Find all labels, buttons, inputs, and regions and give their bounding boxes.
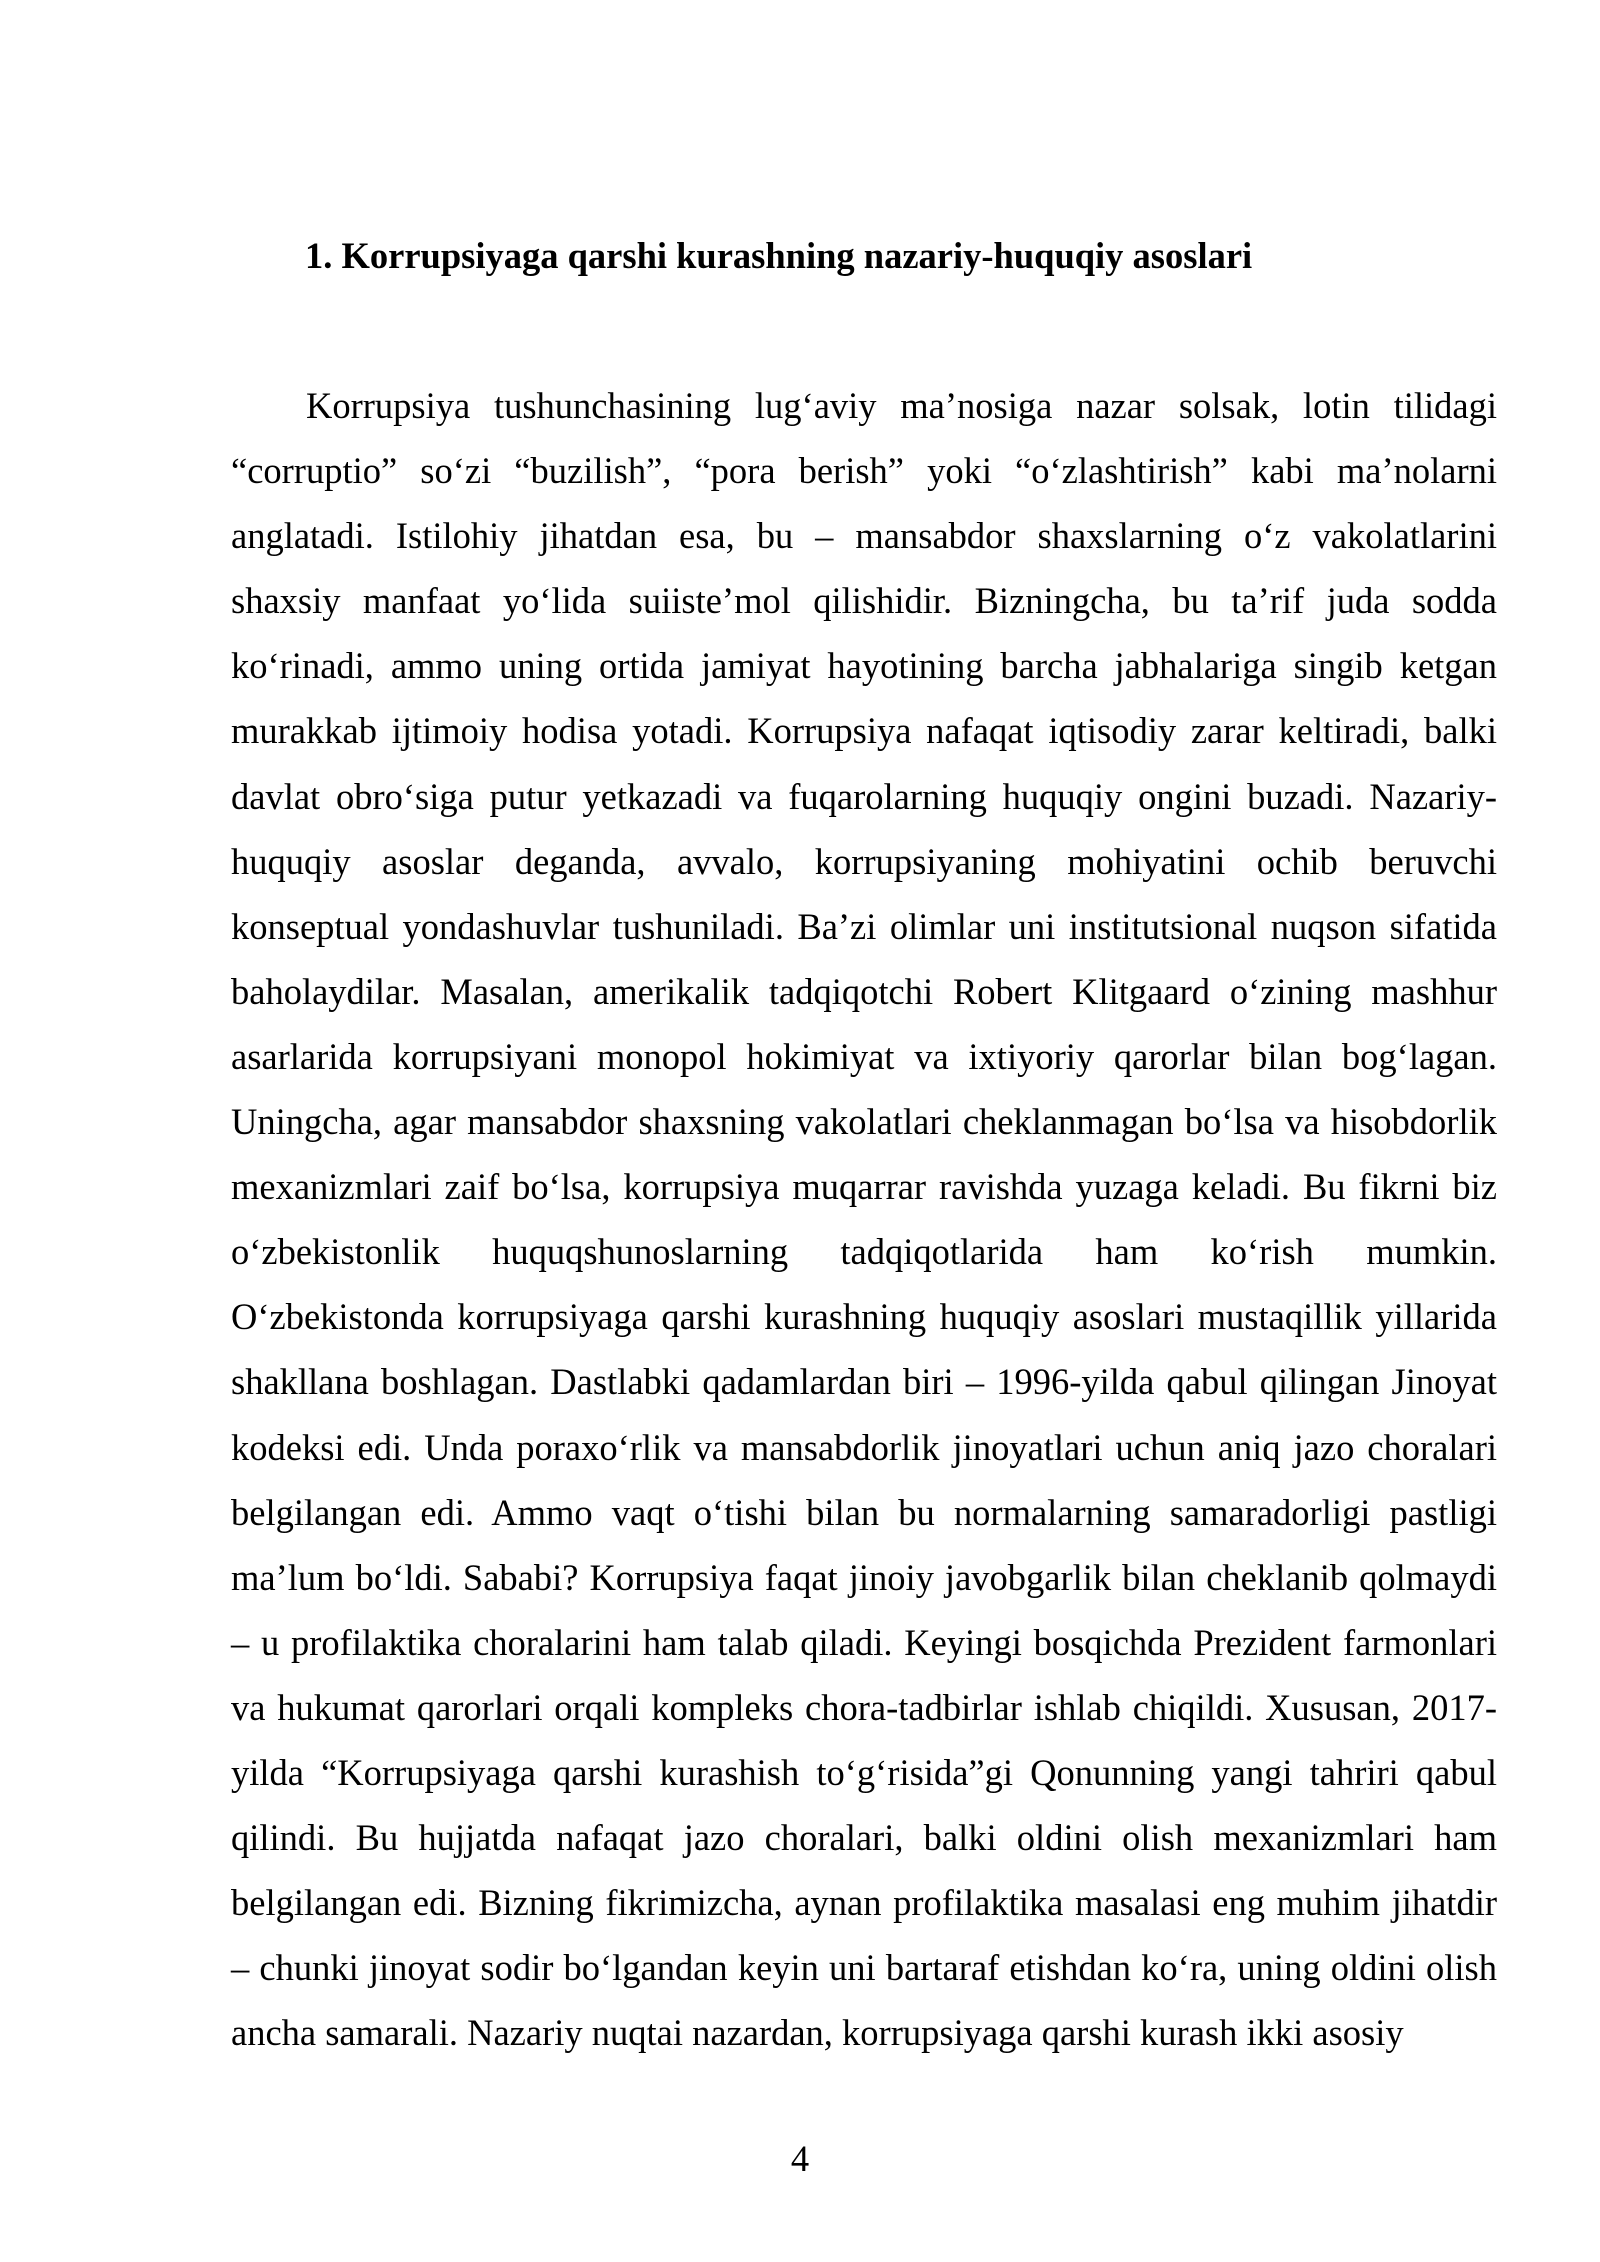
section-heading: 1. Korrupsiyaga qarshi kurashning nazariy-huquqiy asoslari <box>305 235 1253 276</box>
page-number: 4 <box>790 2138 810 2179</box>
body-paragraph: Korrupsiya tushunchasining lug‘aviy ma’nosiga nazar solsak, lotin tilidagi “corruptio” so‘zi “buzilish”, “pora berish” yoki “o‘zlashtirish” kabi ma’nolarni anglatadi. Istilohiy jihatdan esa, bu – mansabdor shaxslarning o‘z vakolatlarini shaxsiy manfaat yo‘lida suiiste’mol qilishidir. Bizningcha, bu ta’rif juda sodda ko‘rinadi, ammo uning ortida jamiyat hayotining barcha jabhalariga singib ketgan murakkab ijtimoiy hodisa yotadi. Korrupsiya nafaqat iqtisodiy zarar keltiradi, balki davlat obro‘siga putur yetkazadi va fuqarolarning huquqiy ongini buzadi. Nazariy-huquqiy asoslar deganda, avvalo, korrupsiyaning mohiyatini ochib beruvchi konseptual yondashuvlar tushuniladi. Ba’zi olimlar uni institutsional nuqson sifatida baholaydilar. Masalan, amerikalik tadqiqotchi Robert Klitgaard o‘zining mashhur asarlarida korrupsiyani monopol hokimiyat va ixtiyoriy qarorlar bilan bog‘lagan. Uningcha, agar mansabdor shaxsning vakolatlari cheklanmagan bo‘lsa va hisobdorlik mexanizmlari zaif bo‘lsa, korrupsiya muqarrar ravishda yuzaga keladi. Bu fikrni biz o‘zbekistonlik huquqshunoslarning tadqiqotlarida ham ko‘rish mumkin. O‘zbekistonda korrupsiyaga qarshi kurashning huquqiy asoslari mustaqillik yillarida shakllana boshlagan. Dastlabki qadamlardan biri – 1996-yilda qabul qilingan Jinoyat kodeksi edi. Unda poraxo‘rlik va mansabdorlik jinoyatlari uchun aniq jazo choralari belgilangan edi. Ammo vaqt o‘tishi bilan bu normalarning samaradorligi pastligi ma’lum bo‘ldi. Sababi? Korrupsiya faqat jinoiy javobgarlik bilan cheklanib qolmaydi – u profilaktika choralarini ham talab qiladi. Keyingi bosqichda Prezident farmonlari va hukumat qarorlari orqali kompleks chora-tadbirlar ishlab chiqildi. Xususan, 2017-yilda “Korrupsiyaga qarshi kurashish to‘g‘risida”gi Qonunning yangi tahriri qabul qilindi. Bu hujjatda nafaqat jazo choralari, balki oldini olish mexanizmlari ham belgilangan edi. Bizning fikrimizcha, aynan profilaktika masalasi eng muhim jihatdir – chunki jinoyat sodir bo‘lgandan keyin uni bartaraf etishdan ko‘ra, uning oldini olish ancha samarali. Nazariy nuqtai nazardan, korrupsiyaga qarshi kurash ikki asosiy <box>231 385 1497 2054</box>
